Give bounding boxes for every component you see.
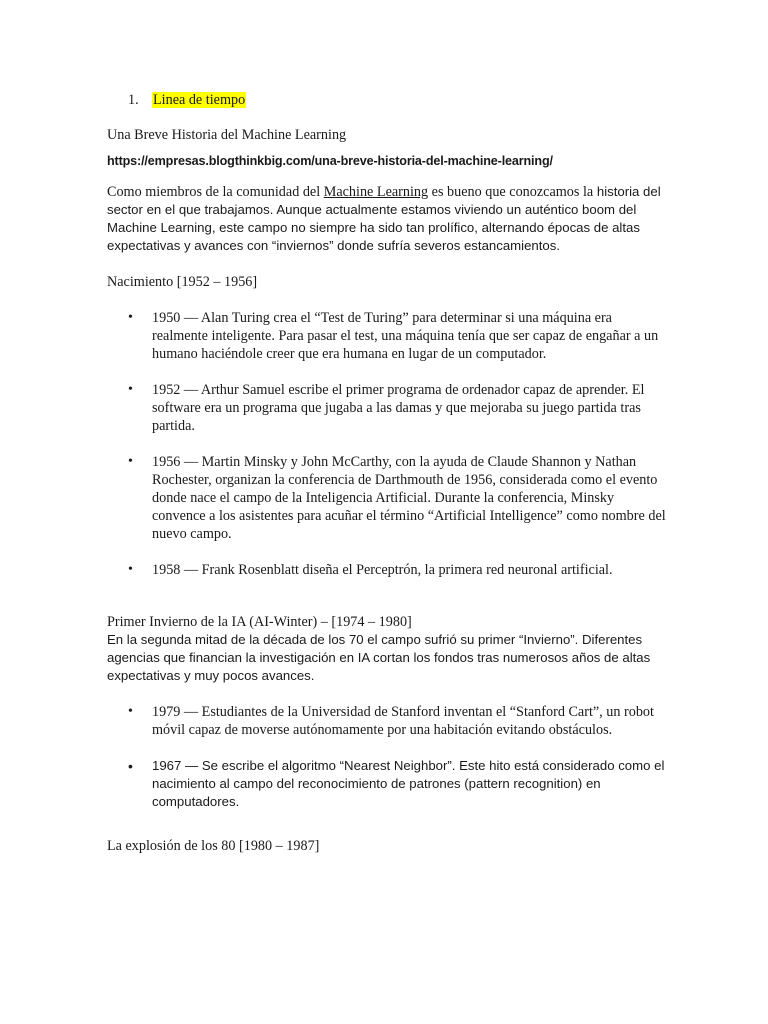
- ai-winter-block: [107, 613, 667, 685]
- intro-rest: historia del sector en el que trabajamos. Aunque actualmente estamos viviendo un auténtico boom del Machine Learning, este campo no siempre ha sido tan prolífico, alternando épocas de altas expectativas y avances con “inviernos” donde sufría severos estancamientos.: [107, 184, 661, 253]
- list-item: • 1958 — Frank Rosenblatt diseña el Perceptrón, la primera red neuronal artificial.: [107, 561, 667, 579]
- document-page: [107, 88, 667, 873]
- list-item: • 1979 — Estudiantes de la Universidad de Stanford inventan el “Stanford Cart”, un robot móvil capaz de moverse autónomamente por una habitación evitando obstáculos.: [107, 703, 667, 739]
- list-item: • 1956 — Martin Minsky y John McCarthy, con la ayuda de Claude Shannon y Nathan Rochester, organizan la conferencia de Darthmouth de 1956, considerada como el evento donde nace el campo de la Inteligencia Artificial. Durante la conferencia, Minsky convence a los asistentes para acuñar el término “Artificial Intelligence” como nombre del nuevo campo.: [107, 453, 667, 543]
- numbered-heading-list: [107, 88, 667, 113]
- list-item: • 1952 — Arthur Samuel escribe el primer programa de ordenador capaz de aprender. El software era un programa que jugaba a las damas y que mejoraba su juego partida tras partida.: [107, 381, 667, 435]
- section-title-explosion: La explosión de los 80 [1980 – 1987]: [107, 838, 320, 854]
- section-title-ai-winter: Primer Invierno de la IA (AI-Winter) – [1974 – 1980]: [107, 614, 412, 630]
- bullet-list-ai-winter: [107, 703, 667, 811]
- section-title-nacimiento: Nacimiento [1952 – 1956]: [107, 274, 258, 290]
- intro-paragraph: [107, 183, 667, 255]
- article-title: Una Breve Historia del Machine Learning: [107, 127, 347, 143]
- list-item: • 1967 — Se escribe el algoritmo “Nearest Neighbor”. Este hito está considerado como el nacimiento al campo del reconocimiento de patrones (pattern recognition) en computadores.: [107, 757, 667, 811]
- highlighted-heading: Linea de tiempo: [153, 92, 246, 108]
- list-item: • 1950 — Alan Turing crea el “Test de Turing” para determinar si una máquina era realmente inteligente. Para pasar el test, una máquina tenía que ser capaz de engañar a un humano haciéndole creer que era humana en lugar de un computador.: [107, 309, 667, 363]
- heading-item: [107, 88, 667, 113]
- source-url[interactable]: https://empresas.blogthinkbig.com/una-breve-historia-del-machine-learning/: [107, 154, 553, 168]
- intro-start: Como miembros de la comunidad del: [107, 184, 324, 200]
- ai-winter-description: En la segunda mitad de la década de los 70 el campo sufrió su primer “Invierno”. Diferentes agencias que financian la investigación en IA cortan los fondos tras numerosos años de altas expectativas y muy pocos avances.: [107, 632, 651, 683]
- machine-learning-link[interactable]: Machine Learning: [323, 184, 429, 200]
- bullet-list-nacimiento: [107, 309, 667, 579]
- heading-number: 1.: [128, 92, 139, 108]
- intro-after-link: es bueno que conozcamos la: [428, 184, 594, 200]
